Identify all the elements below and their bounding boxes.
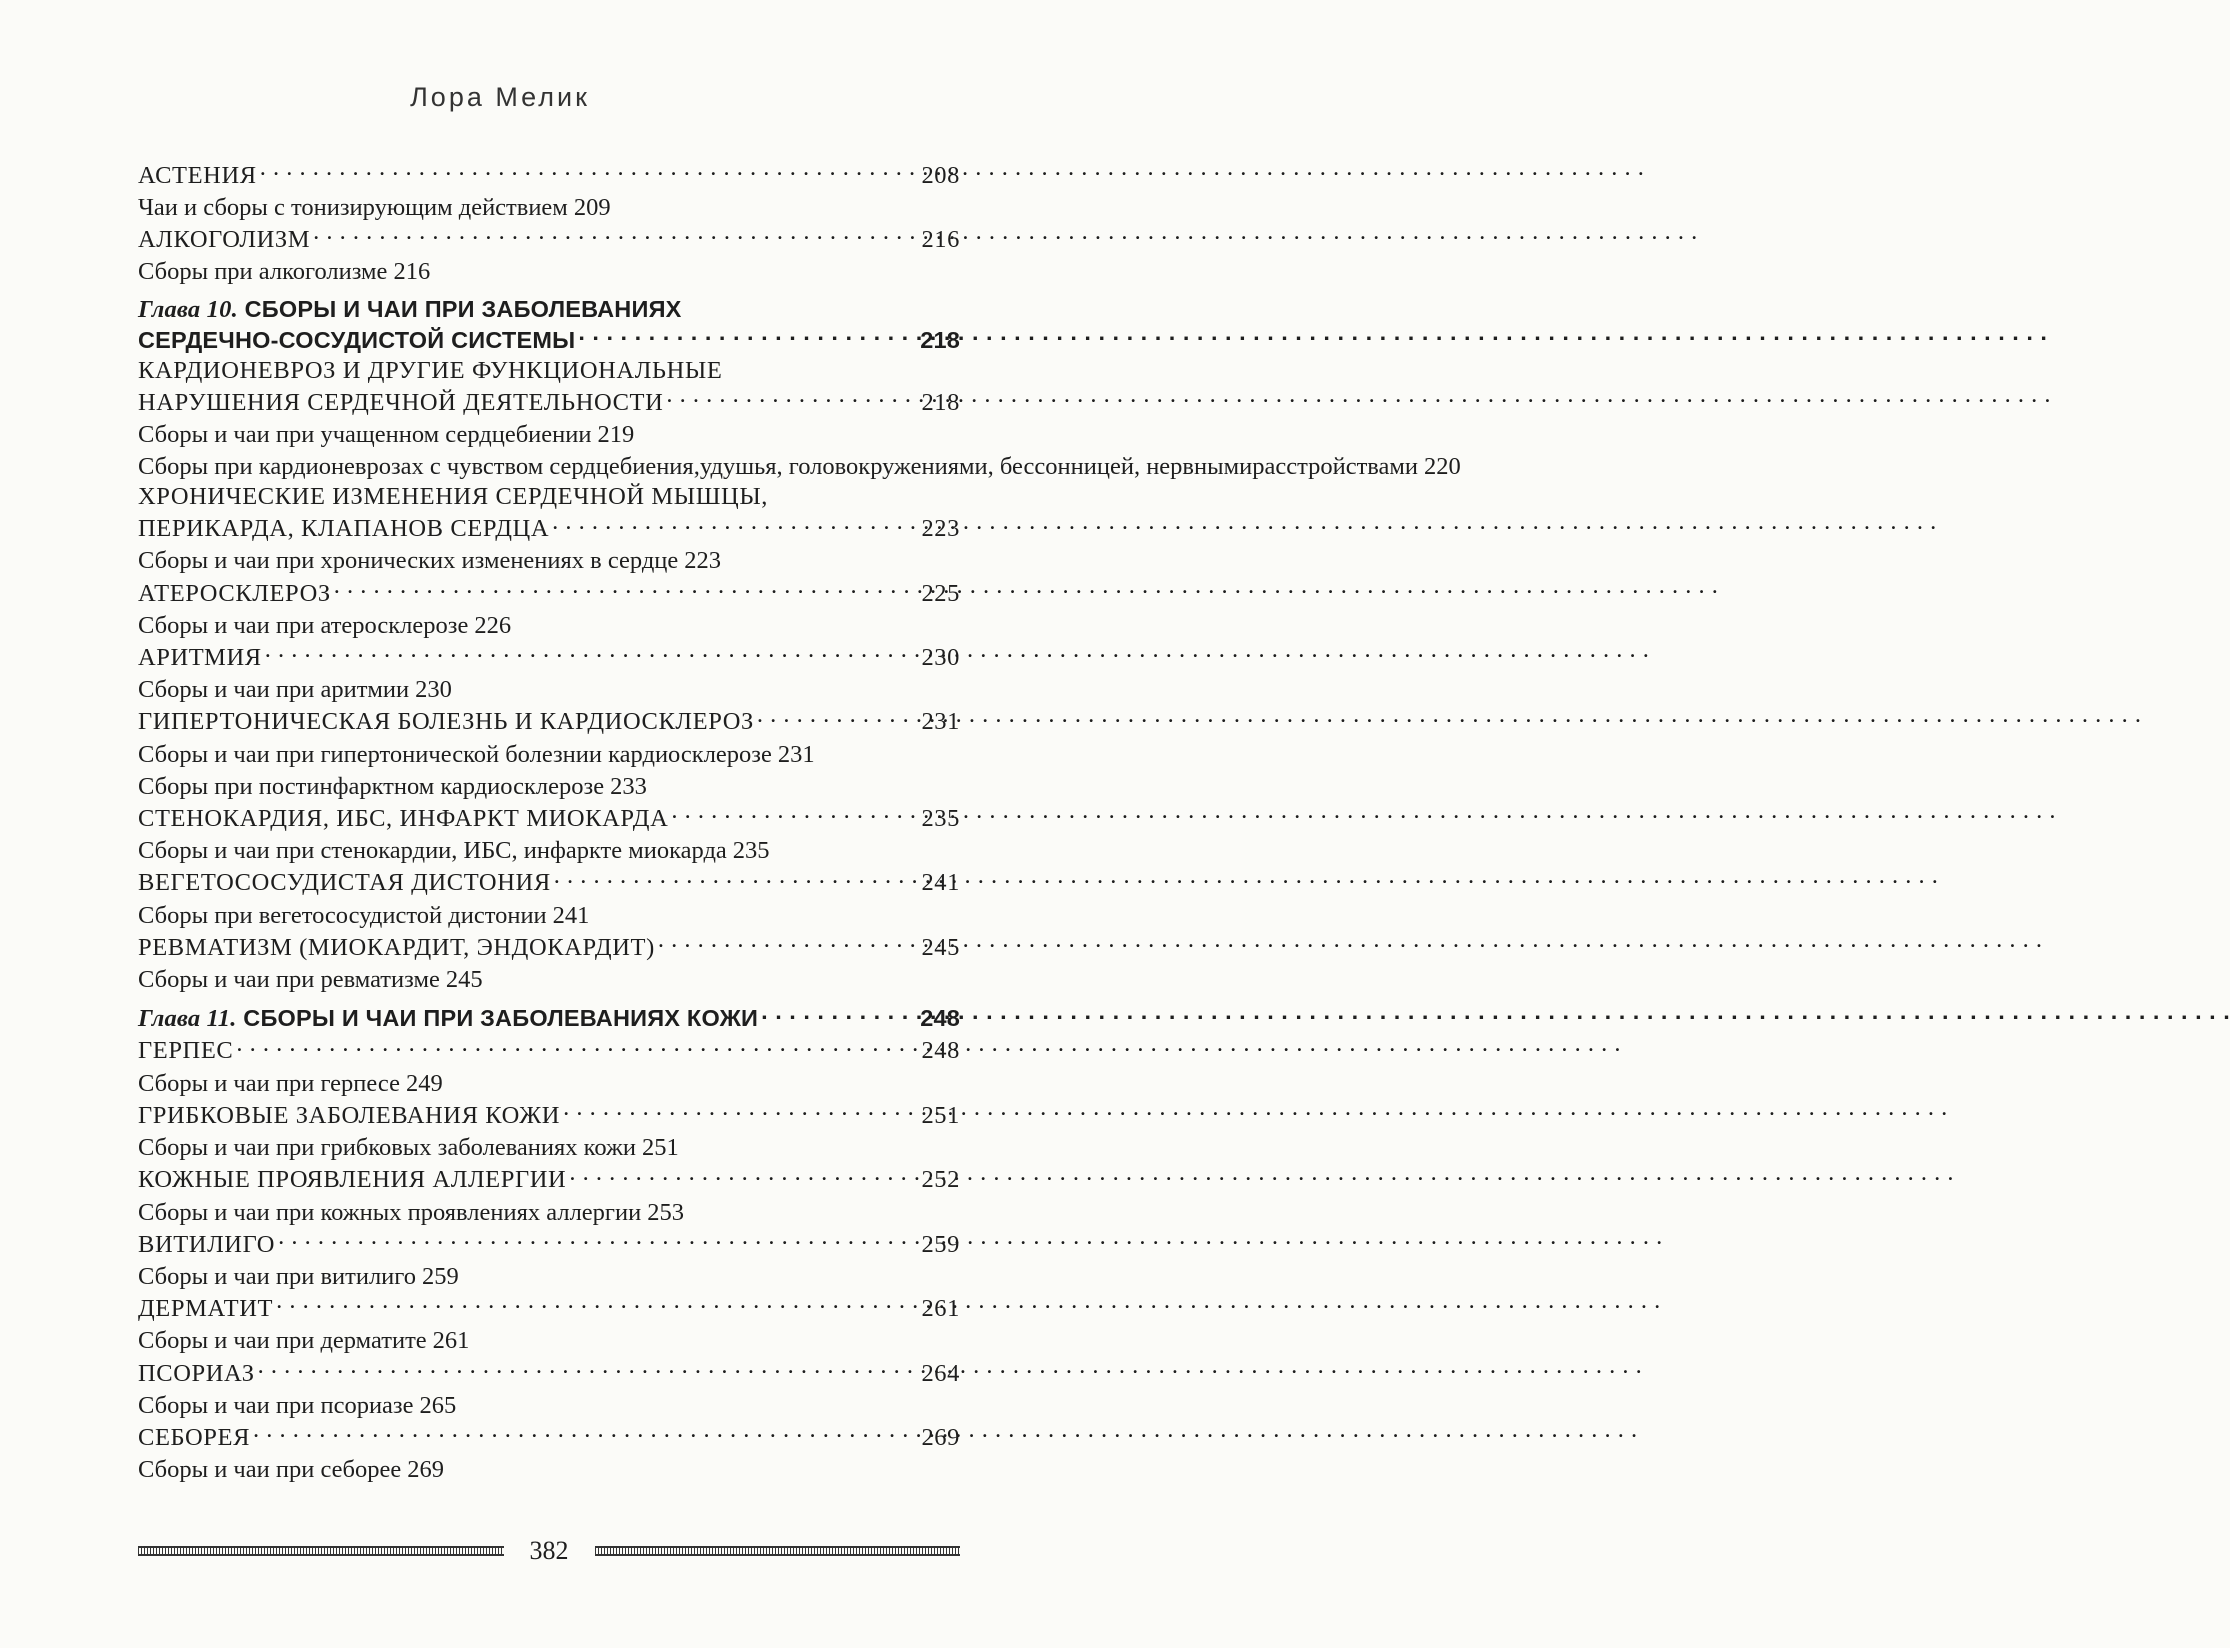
- chapter-label: Глава 10.: [138, 295, 238, 323]
- toc-entry-title: ВИТИЛИГО: [138, 1230, 276, 1258]
- footer-rule-left: [138, 1546, 504, 1556]
- toc-entry-row: [138, 930, 960, 962]
- toc-page-number: 218: [921, 388, 960, 416]
- toc-entry-row: [138, 705, 960, 737]
- toc-line: [700, 452, 1252, 482]
- toc-entry-row: [138, 1292, 960, 1324]
- toc-entry-title: ДЕРМАТИТ: [138, 1295, 274, 1323]
- running-head: Лора Мелик: [410, 82, 590, 112]
- toc-entry-row: [138, 385, 960, 417]
- dot-leader: [278, 1227, 918, 1252]
- toc-section: [138, 1034, 960, 1066]
- dot-leader: [671, 802, 918, 827]
- chapter-title: СБОРЫ И ЧАИ ПРИ ЗАБОЛЕВАНИЯХ КОЖИ: [243, 1005, 759, 1032]
- toc-section: [138, 482, 960, 544]
- toc-page-number: 259: [921, 1230, 960, 1258]
- toc-entry-row: [138, 325, 960, 356]
- dot-leader: [236, 1034, 918, 1059]
- dot-leader: [313, 222, 918, 247]
- toc-entry-title: ГИПЕРТОНИЧЕСКАЯ БОЛЕЗНЬ И КАРДИОСКЛЕРОЗ: [138, 708, 754, 736]
- toc-entry-title: Сборы при постинфарктном кардиосклерозе: [138, 772, 605, 800]
- toc-entry-row: [138, 222, 960, 254]
- toc-line-text: удушья, головокружениями, бессонницей, нервными: [699, 453, 1253, 481]
- toc-page-number: 208: [921, 161, 960, 189]
- toc-page-number: 248: [920, 1005, 960, 1032]
- toc-section: [138, 802, 960, 834]
- toc-entry-row: [138, 1420, 960, 1452]
- toc-page-number: 231: [777, 740, 815, 768]
- dot-leader: [666, 385, 918, 410]
- toc-entry-title: Сборы при алкоголизме: [138, 258, 388, 286]
- toc-entry-row: [138, 673, 452, 705]
- toc-entry-row: [138, 866, 960, 898]
- toc-entry: [138, 737, 960, 769]
- toc-entry-row: [138, 1034, 960, 1066]
- toc-entry-row: [138, 158, 960, 190]
- dot-leader: [253, 1420, 918, 1445]
- toc-entry-title: АЛКОГОЛИЗМ: [138, 225, 311, 253]
- toc-page-number: 233: [610, 772, 647, 800]
- toc-page-number: 219: [597, 421, 635, 449]
- table-of-contents: [138, 158, 1461, 1485]
- toc-entry-title: ГРИБКОВЫЕ ЗАБОЛЕВАНИЯ КОЖИ: [138, 1101, 561, 1129]
- toc-line-text: СБОРЫ И ЧАИ ПРИ ЗАБОЛЕВАНИЯХ: [244, 295, 682, 322]
- dot-leader: [554, 866, 919, 891]
- toc-entry-row: [138, 1356, 960, 1388]
- toc-entry-title: Сборы и чаи при атеросклерозе: [138, 611, 469, 639]
- toc-entry-row: [1252, 450, 1461, 482]
- toc-entry-title: Сборы при вегетососудистой дистонии: [138, 901, 547, 929]
- toc-page-number: 230: [921, 644, 960, 672]
- toc-entry-title: СЕБОРЕЯ: [138, 1423, 251, 1451]
- toc-page-number: 251: [642, 1134, 679, 1162]
- toc-entry: [138, 963, 960, 995]
- toc-page-number: 253: [647, 1198, 684, 1226]
- toc-line-text: Сборы при кардионеврозах с чувством сердцебиения,: [138, 453, 700, 481]
- toc-entry-row: [589, 737, 815, 769]
- dot-leader: [761, 1003, 917, 1027]
- toc-page-number: 261: [432, 1327, 470, 1355]
- toc-entry-title: КОЖНЫЕ ПРОЯВЛЕНИЯ АЛЛЕРГИИ: [138, 1166, 567, 1194]
- toc-entry-row: [138, 963, 483, 995]
- toc-entry-title: Сборы и чаи при стенокардии, ИБС, инфаркте миокарда: [138, 837, 727, 865]
- toc-page-number: 230: [415, 676, 452, 704]
- toc-page-number: 245: [445, 966, 483, 994]
- toc-page-number: 235: [921, 805, 960, 833]
- dot-leader: [569, 1163, 918, 1188]
- toc-entry-title: Сборы и чаи при витилиго: [138, 1262, 416, 1290]
- toc-entry: [138, 418, 960, 450]
- toc-entry-title: Сборы и чаи при ревматизме: [138, 966, 440, 994]
- toc-entry-row: [138, 418, 634, 450]
- toc-entry: [138, 450, 1461, 482]
- toc-page-number: 216: [921, 225, 960, 253]
- chapter-label: Глава 11.: [138, 1005, 237, 1033]
- dot-leader: [276, 1292, 918, 1317]
- toc-entry-title: АРИТМИЯ: [138, 644, 262, 672]
- toc-page-number: 225: [921, 579, 960, 607]
- toc-page-number: 245: [921, 933, 960, 961]
- toc-page-number: 269: [407, 1456, 444, 1484]
- dot-leader: [757, 705, 919, 730]
- page-number: 382: [529, 1536, 569, 1565]
- toc-entry-title: Сборы и чаи при хронических изменениях в сердце: [138, 547, 679, 575]
- toc-page-number: 241: [552, 901, 590, 929]
- toc-page-number: 235: [732, 837, 770, 865]
- dot-leader: [552, 512, 918, 537]
- toc-page-number: 261: [921, 1295, 960, 1323]
- toc-section: [138, 1163, 960, 1195]
- toc-entry: [138, 255, 960, 287]
- toc-page-number: 209: [573, 193, 611, 221]
- toc-entry: [138, 1453, 960, 1485]
- toc-page-number: 226: [474, 611, 512, 639]
- toc-entry-row: [138, 802, 960, 834]
- toc-page-number: 249: [405, 1069, 443, 1097]
- dot-leader: [578, 325, 917, 349]
- page-footer: [138, 1536, 960, 1566]
- toc-entry-title: Сборы и чаи при грибковых заболеваниях кожи: [138, 1134, 637, 1162]
- toc-entry-title: Сборы и чаи при кожных проявлениях аллергии: [138, 1198, 642, 1226]
- toc-entry-title: Сборы и чаи при себорее: [138, 1456, 402, 1484]
- toc-page-number: 241: [921, 869, 960, 897]
- toc-section: [138, 356, 960, 418]
- toc-section: [138, 1292, 960, 1324]
- dot-leader: [260, 158, 919, 183]
- toc-entry-title: СЕРДЕЧНО-СОСУДИСТОЙ СИСТЕМЫ: [138, 327, 576, 354]
- toc-entry-title: ПСОРИАЗ: [138, 1359, 255, 1387]
- toc-entry-row: [138, 1453, 444, 1485]
- toc-page-number: 259: [421, 1262, 459, 1290]
- toc-entry-title: Сборы и чаи при герпесе: [138, 1069, 400, 1097]
- toc-entry-title: Сборы и чаи при учащенном сердцебиении: [138, 421, 592, 449]
- toc-section: [138, 930, 960, 962]
- toc-line: [138, 740, 589, 770]
- toc-entry-row: [138, 1098, 960, 1130]
- toc-line: [138, 452, 700, 482]
- chapter-spacer: [138, 287, 960, 295]
- dot-leader: [258, 1356, 919, 1381]
- toc-page-number: 265: [419, 1391, 457, 1419]
- toc-entry-row: [138, 512, 960, 544]
- toc-line-text: ХРОНИЧЕСКИЕ ИЗМЕНЕНИЯ СЕРДЕЧНОЙ МЫШЦЫ,: [138, 483, 769, 511]
- toc-page-number: 220: [1424, 453, 1461, 481]
- dot-leader: [265, 641, 919, 666]
- toc-section: [138, 866, 960, 898]
- toc-entry-title: расстройствами: [1252, 453, 1419, 481]
- toc-entry-title: ВЕГЕТОСОСУДИСТАЯ ДИСТОНИЯ: [138, 869, 551, 897]
- toc-entry-title: ГЕРПЕС: [138, 1037, 234, 1065]
- toc-section: [138, 158, 960, 190]
- toc-entry-row: [138, 576, 960, 608]
- toc-entry-row: [138, 255, 430, 287]
- toc-section: [138, 1098, 960, 1130]
- toc-entry-row: [138, 641, 960, 673]
- toc-entry-title: ПЕРИКАРДА, КЛАПАНОВ СЕРДЦА: [138, 515, 550, 543]
- toc-section: [138, 1227, 960, 1259]
- toc-page-number: 223: [921, 515, 960, 543]
- toc-entry-title: АСТЕНИЯ: [138, 161, 257, 189]
- toc-page-number: 269: [921, 1423, 960, 1451]
- toc-section: [138, 576, 960, 608]
- toc-entry-title: СТЕНОКАРДИЯ, ИБС, ИНФАРКТ МИОКАРДА: [138, 805, 669, 833]
- toc-entry-title: Сборы и чаи при дерматите: [138, 1327, 427, 1355]
- toc-section: [138, 1420, 960, 1452]
- toc-entry-row: [138, 1227, 960, 1259]
- toc-entry-row: [138, 1163, 960, 1195]
- dot-leader: [334, 576, 919, 601]
- toc-page-number: 223: [684, 547, 722, 575]
- toc-entry-title: НАРУШЕНИЯ СЕРДЕЧНОЙ ДЕЯТЕЛЬНОСТИ: [138, 388, 664, 416]
- dot-leader: [658, 930, 919, 955]
- toc-page-number: 231: [921, 708, 960, 736]
- toc-entry-row: [138, 898, 589, 930]
- toc-page-number: 264: [921, 1359, 960, 1387]
- toc-entry-row: [138, 1066, 443, 1098]
- toc-page-number: 248: [921, 1037, 960, 1065]
- toc-section: [138, 1356, 960, 1388]
- toc-entry-title: Сборы и чаи при аритмии: [138, 676, 410, 704]
- toc-page-number: 216: [393, 258, 431, 286]
- toc-page-number: 218: [920, 327, 960, 354]
- toc-section: [138, 705, 960, 737]
- footer-rule-right: [595, 1546, 961, 1556]
- toc-entry-row: [138, 769, 647, 801]
- toc-section: [138, 222, 960, 254]
- toc-entry-title: АТЕРОСКЛЕРОЗ: [138, 579, 331, 607]
- toc-page-number: 252: [921, 1166, 960, 1194]
- toc-entry-title: РЕВМАТИЗМ (МИОКАРДИТ, ЭНДОКАРДИТ): [138, 933, 655, 961]
- toc-line-text: КАРДИОНЕВРОЗ И ДРУГИЕ ФУНКЦИОНАЛЬНЫЕ: [138, 356, 723, 384]
- toc-entry-title: Чаи и сборы с тонизирующим действием: [138, 193, 568, 221]
- toc-chapter: [138, 295, 960, 356]
- dot-leader: [563, 1098, 918, 1123]
- toc-section: [138, 641, 960, 673]
- toc-entry-title: Сборы и чаи при псориазе: [138, 1391, 414, 1419]
- toc-page-number: 251: [921, 1101, 960, 1129]
- toc-line-text: Сборы и чаи при гипертонической болезни: [138, 740, 589, 768]
- toc-entry-title: и кардиосклерозе: [588, 740, 772, 768]
